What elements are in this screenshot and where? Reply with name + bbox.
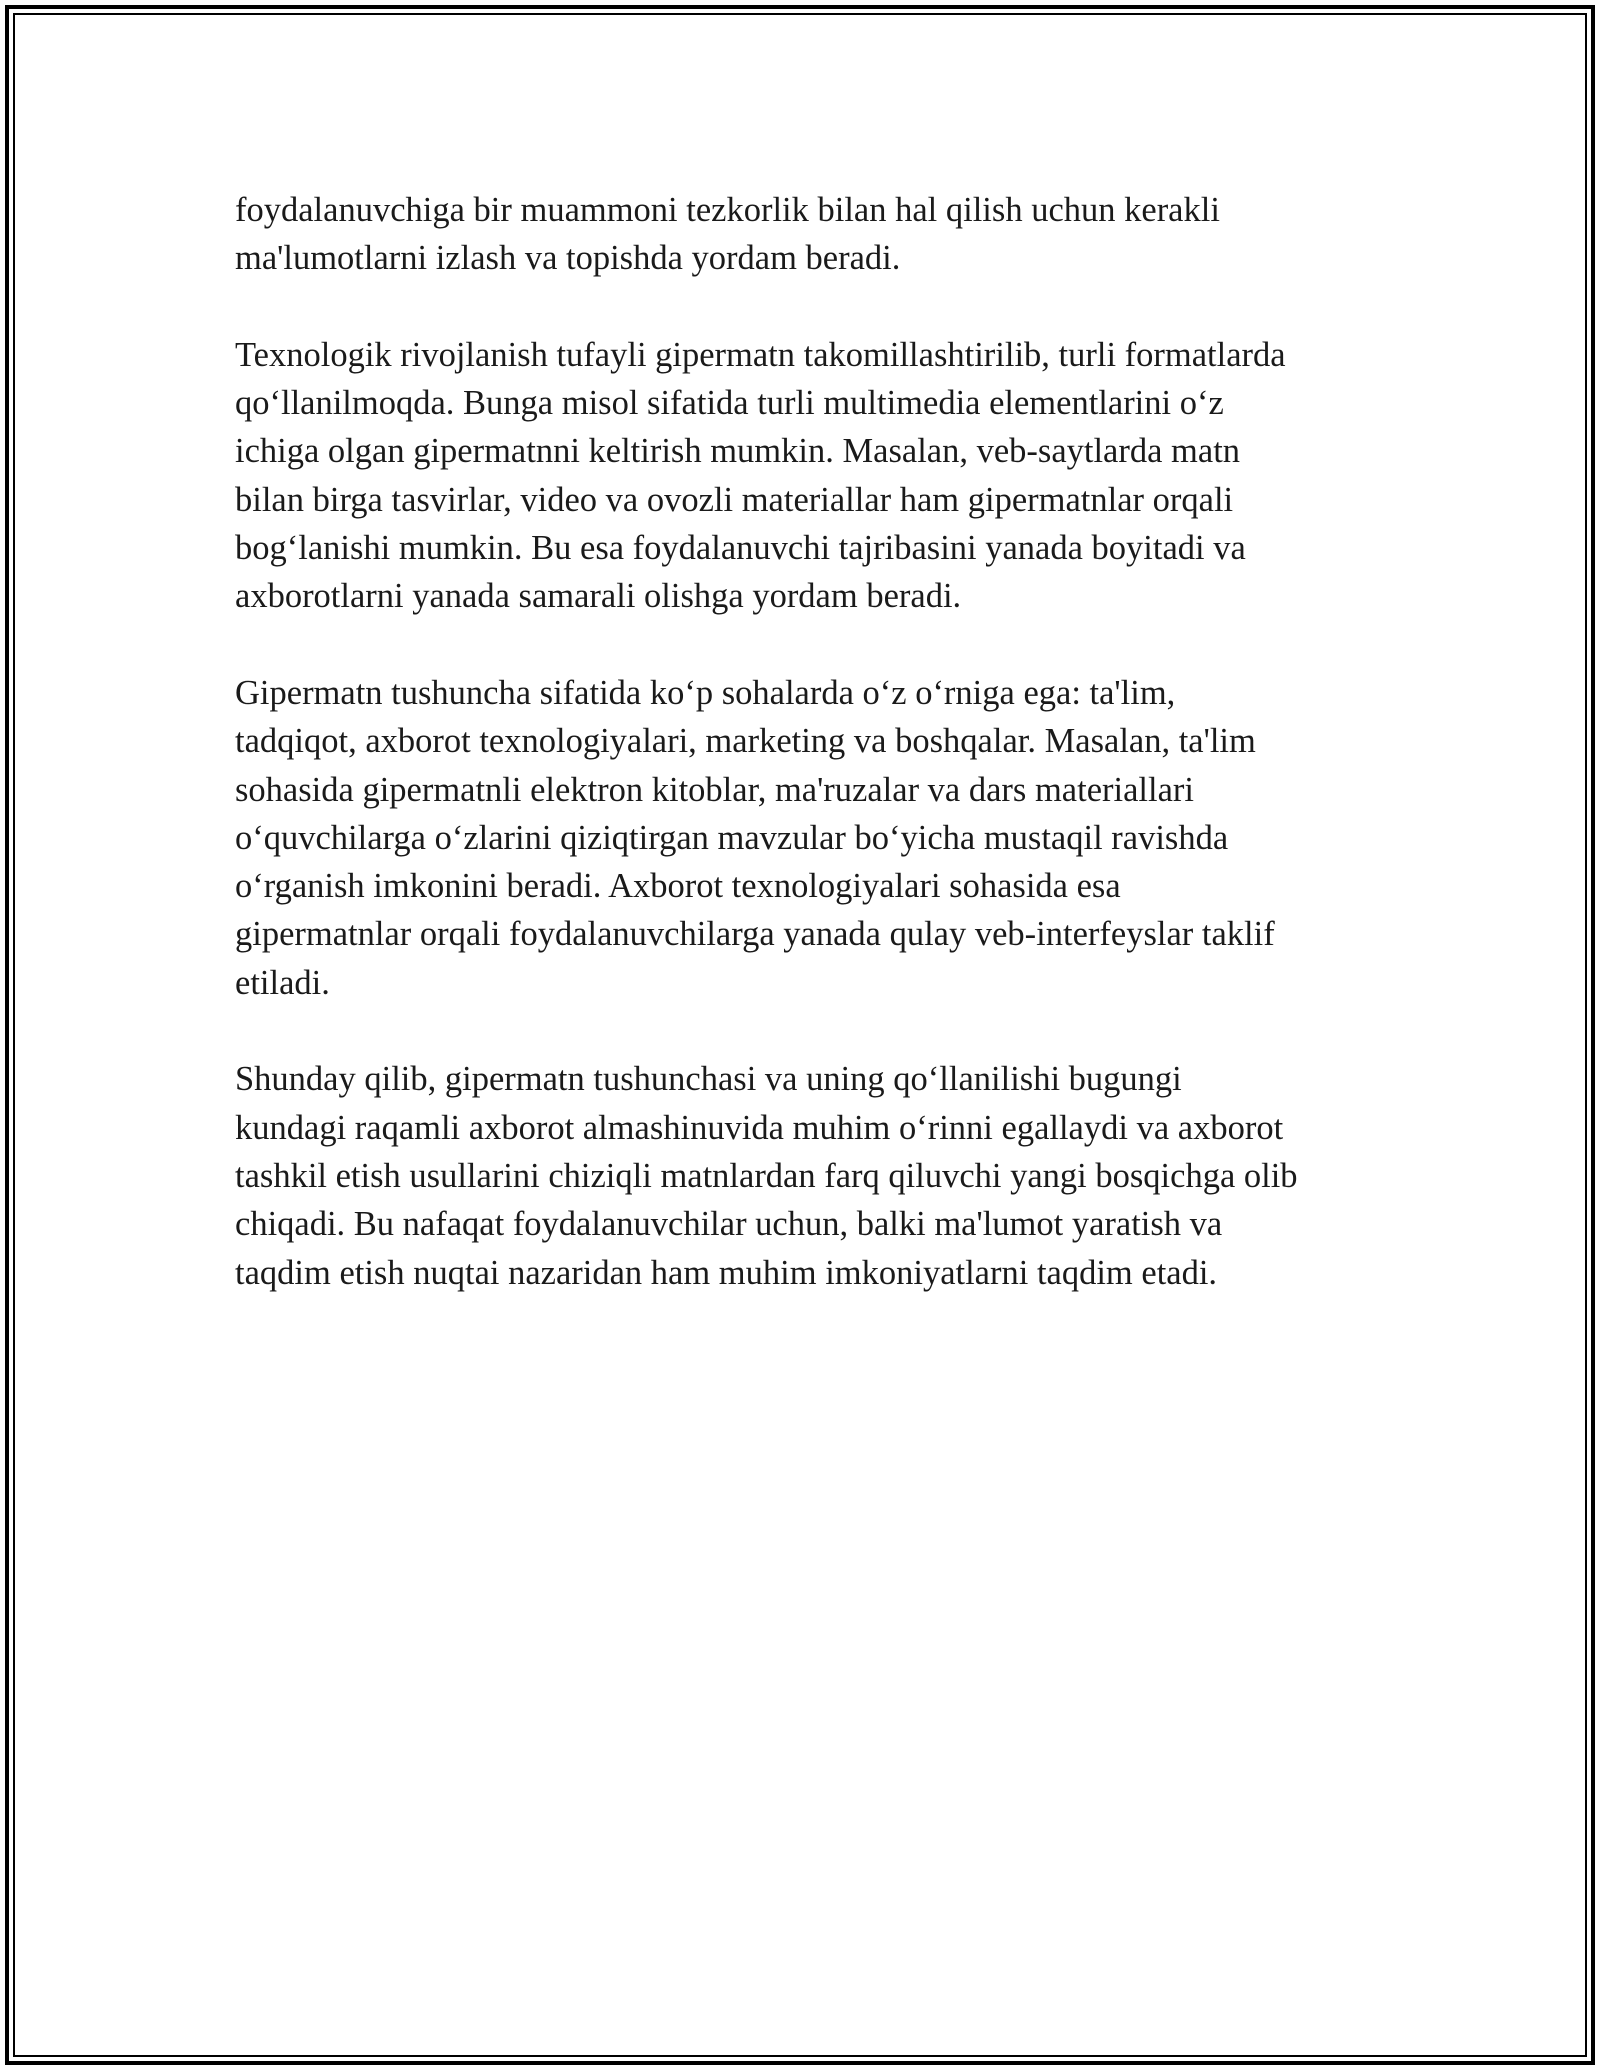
paragraph-conclusion: Shunday qilib, gipermatn tushunchasi va uning qo‘llanilishi bugungi kundagi raqamli axborot almashinuvida muhim o‘rinni egallaydi va axborot tashkil etish usullarini chiziqli matnlardan farq qiluvchi yangi bosqichga olib chiqadi. Bu nafaqat foydalanuvchilar uchun, balki ma'lumot yaratish va taqdim etish nuqtai nazaridan ham muhim imkoniyatlarni taqdim etadi. bbox=[235, 1060, 1298, 1292]
document-body bbox=[235, 186, 1385, 1345]
paragraph-application-areas: Gipermatn tushuncha sifatida ko‘p sohalarda o‘z o‘rniga ega: ta'lim, tadqiqot, axborot texnologiyalari, marketing va boshqalar. Masalan, ta'lim sohasida gipermatnli elektron kitoblar, ma'ruzalar va dars materiallari o‘quvchilarga o‘zlarini qiziqtirgan mavzular bo‘yicha mustaqil ravishda o‘rganish imkonini beradi. Axborot texnologiyalari sohasida esa gipermatnlar orqali foydalanuvchilarga yanada qulay veb-interfeyslar taklif etiladi. bbox=[235, 673, 1275, 1002]
paragraph-continuation: foydalanuvchiga bir muammoni tezkorlik bilan hal qilish uchun kerakli ma'lumotlarni izlash va topishda yordam beradi. bbox=[235, 191, 1220, 278]
paragraph-technological-development: Texnologik rivojlanish tufayli gipermatn takomillashtirilib, turli formatlarda qo‘llanilmoqda. Bunga misol sifatida turli multimedia elementlarini o‘z ichiga olgan gipermatnni keltirish mumkin. Masalan, veb-saytlarda matn bilan birga tasvirlar, video va ovozli materiallar ham gipermatnlar orqali bog‘lanishi mumkin. Bu esa foydalanuvchi tajribasini yanada boyitadi va axborotlarni yanada samarali olishga yordam beradi. bbox=[235, 335, 1286, 616]
